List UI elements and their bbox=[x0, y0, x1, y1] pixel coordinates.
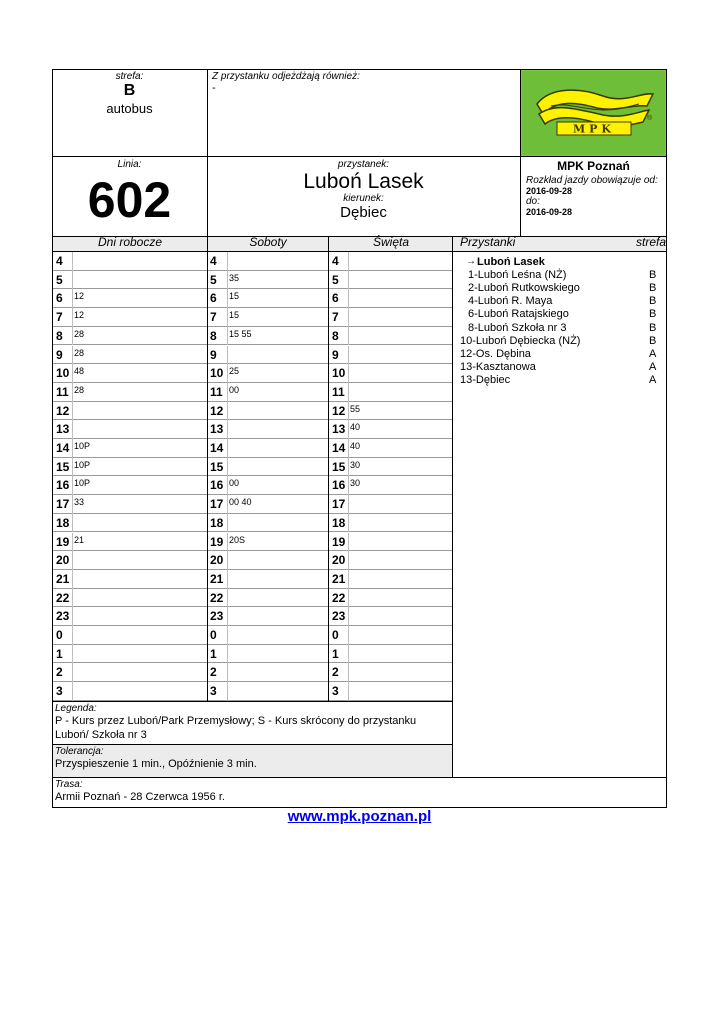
legend-label: Legenda: bbox=[55, 703, 97, 714]
hour-cell: 0 bbox=[332, 628, 339, 642]
hour-cell: 1 bbox=[210, 646, 217, 661]
divider bbox=[227, 439, 228, 458]
divider bbox=[227, 495, 228, 514]
stop-zone: B bbox=[649, 334, 657, 347]
divider bbox=[227, 476, 228, 495]
hour-cell: 2 bbox=[332, 665, 339, 680]
header-saturdays: Soboty bbox=[249, 235, 287, 249]
divider bbox=[72, 495, 73, 514]
hour-cell: 13 bbox=[210, 422, 224, 437]
hour-cell: 6 bbox=[332, 291, 339, 306]
mpk-logo-icon bbox=[521, 70, 666, 156]
minutes-cell: 00 40 bbox=[229, 497, 252, 508]
table-row bbox=[53, 663, 207, 682]
stop-cell bbox=[207, 159, 520, 222]
operator-name: MPK Poznań bbox=[557, 159, 630, 173]
divider bbox=[52, 701, 452, 702]
table-row bbox=[53, 682, 207, 701]
divider bbox=[227, 514, 228, 533]
divider bbox=[227, 289, 228, 308]
stop-zone: B bbox=[649, 295, 657, 308]
table-row bbox=[208, 589, 328, 608]
minutes-cell: 12 bbox=[74, 291, 85, 302]
divider bbox=[72, 308, 73, 327]
minutes-cell: 10P bbox=[74, 459, 91, 470]
minutes-cell: 40 bbox=[350, 441, 361, 451]
hour-cell: 7 bbox=[56, 310, 63, 325]
valid-to-label: do: bbox=[526, 196, 540, 207]
also-departing-value: - bbox=[212, 82, 216, 94]
table-row bbox=[53, 289, 207, 308]
minutes-cell: 25 bbox=[229, 366, 240, 377]
table-row bbox=[208, 383, 328, 402]
divider bbox=[72, 551, 73, 570]
divider bbox=[227, 420, 228, 439]
divider bbox=[227, 533, 228, 552]
table-row bbox=[53, 420, 207, 439]
minutes-cell: 35 bbox=[229, 272, 240, 283]
table-row bbox=[208, 458, 328, 477]
divider bbox=[72, 439, 73, 458]
divider bbox=[72, 383, 73, 402]
divider bbox=[348, 663, 349, 682]
divider bbox=[227, 252, 228, 271]
divider bbox=[452, 236, 453, 777]
table-row bbox=[53, 570, 207, 589]
line-number: 602 bbox=[87, 172, 172, 228]
zone-cell bbox=[52, 71, 207, 116]
website-link[interactable]: www.mpk.poznan.pl bbox=[287, 808, 432, 825]
stop-name: 10-Luboń Dębiecka (NŻ) bbox=[460, 334, 581, 347]
stop-zone: B bbox=[649, 282, 657, 295]
table-row bbox=[53, 346, 207, 365]
table-row bbox=[208, 570, 328, 589]
valid-to-date: 2016-09-28 bbox=[526, 207, 573, 217]
divider bbox=[227, 607, 228, 626]
hour-cell: 17 bbox=[332, 497, 346, 512]
table-row bbox=[208, 346, 328, 365]
divider bbox=[348, 252, 349, 271]
divider bbox=[72, 252, 73, 271]
hour-cell: 3 bbox=[332, 684, 339, 699]
hour-cell: 8 bbox=[332, 328, 339, 343]
hour-cell: 21 bbox=[56, 571, 70, 586]
divider bbox=[72, 420, 73, 439]
tolerance-content bbox=[55, 746, 450, 771]
route-cell bbox=[55, 779, 655, 804]
divider bbox=[72, 533, 73, 552]
table-row bbox=[208, 364, 328, 383]
table-row bbox=[53, 589, 207, 608]
hour-cell: 19 bbox=[210, 534, 224, 549]
divider bbox=[348, 607, 349, 626]
hour-cell: 12 bbox=[332, 403, 346, 418]
hour-cell: 13 bbox=[332, 422, 346, 437]
table-row bbox=[53, 645, 207, 664]
zone-label: strefa: bbox=[115, 71, 144, 82]
legend-cell bbox=[55, 703, 450, 742]
hour-cell: 22 bbox=[56, 590, 70, 605]
hour-cell: 1 bbox=[332, 646, 339, 661]
divider bbox=[348, 570, 349, 589]
hour-cell: 23 bbox=[210, 609, 224, 624]
hour-cell: 20 bbox=[210, 553, 224, 568]
divider bbox=[52, 777, 667, 778]
mpk-logo bbox=[521, 70, 666, 156]
table-row bbox=[53, 308, 207, 327]
divider bbox=[348, 402, 349, 421]
table-row bbox=[53, 626, 207, 645]
header-zone: strefa bbox=[636, 235, 667, 249]
divider bbox=[72, 589, 73, 608]
divider bbox=[227, 402, 228, 421]
minutes-cell: 00 bbox=[229, 384, 240, 395]
hour-cell: 12 bbox=[56, 403, 70, 418]
hour-cell: 4 bbox=[56, 254, 63, 268]
divider bbox=[227, 364, 228, 383]
divider bbox=[72, 645, 73, 664]
stop-name: 6-Luboń Ratajskiego bbox=[468, 308, 569, 321]
hour-cell: 16 bbox=[56, 478, 70, 493]
hour-cell: 14 bbox=[332, 441, 346, 455]
stop-label: przystanek: bbox=[337, 159, 390, 170]
hour-cell: 12 bbox=[210, 403, 224, 418]
hour-cell: 9 bbox=[210, 347, 217, 362]
hour-cell: 3 bbox=[56, 684, 63, 699]
table-row bbox=[208, 551, 328, 570]
header-weekdays: Dni robocze bbox=[97, 235, 163, 249]
divider bbox=[72, 663, 73, 682]
hour-cell: 20 bbox=[56, 553, 70, 568]
hour-cell: 13 bbox=[56, 422, 70, 437]
divider bbox=[348, 682, 349, 701]
table-row bbox=[53, 551, 207, 570]
hour-cell: 18 bbox=[56, 515, 70, 530]
hour-cell: 10 bbox=[210, 366, 224, 381]
stop-zone: A bbox=[649, 360, 657, 373]
minutes-cell: 48 bbox=[74, 366, 85, 377]
hour-cell: 23 bbox=[332, 609, 346, 624]
table-row bbox=[53, 402, 207, 421]
divider bbox=[72, 458, 73, 477]
divider bbox=[227, 327, 228, 346]
divider bbox=[227, 458, 228, 477]
hour-cell: 5 bbox=[210, 272, 217, 287]
hour-cell: 1 bbox=[56, 646, 63, 661]
hour-cell: 0 bbox=[210, 628, 217, 642]
table-row bbox=[53, 495, 207, 514]
table-row bbox=[53, 607, 207, 626]
hour-cell: 18 bbox=[332, 515, 346, 530]
hour-cell: 15 bbox=[332, 459, 346, 474]
divider bbox=[227, 383, 228, 402]
divider bbox=[348, 420, 349, 439]
stop-name: Luboń Lasek bbox=[303, 170, 424, 193]
route-text: Armii Poznań - 28 Czerwca 1956 r. bbox=[55, 791, 225, 803]
logo-mark: ® bbox=[647, 115, 653, 122]
minutes-cell: 21 bbox=[74, 534, 85, 545]
divider bbox=[72, 271, 73, 290]
table-row bbox=[208, 533, 328, 552]
stop-zone: B bbox=[649, 269, 657, 282]
divider bbox=[348, 476, 349, 495]
minutes-cell: 15 bbox=[229, 310, 240, 321]
stop-zone: B bbox=[649, 321, 657, 334]
hour-cell: 10 bbox=[56, 366, 70, 381]
direction-label: kierunek: bbox=[343, 193, 384, 204]
divider bbox=[348, 327, 349, 346]
divider bbox=[348, 458, 349, 477]
table-row bbox=[208, 402, 328, 421]
divider bbox=[348, 495, 349, 514]
divider bbox=[72, 289, 73, 308]
minutes-cell: 28 bbox=[74, 384, 85, 395]
hour-cell: 21 bbox=[332, 571, 346, 586]
divider bbox=[72, 476, 73, 495]
minutes-cell: 30 bbox=[350, 459, 361, 470]
stop-name: 13-Dębiec bbox=[460, 373, 511, 386]
hour-cell: 14 bbox=[56, 441, 70, 455]
hour-cell: 17 bbox=[210, 497, 224, 512]
vehicle-type: autobus bbox=[106, 101, 153, 116]
table-row bbox=[53, 252, 207, 271]
tolerance-text: Przyspieszenie 1 min., Opóźnienie 3 min. bbox=[55, 758, 257, 770]
minutes-cell: 40 bbox=[350, 422, 361, 433]
hour-cell: 10 bbox=[332, 366, 346, 381]
hour-cell: 19 bbox=[332, 534, 346, 549]
table-row bbox=[208, 663, 328, 682]
minutes-cell: 28 bbox=[74, 347, 85, 358]
hour-cell: 11 bbox=[332, 384, 345, 399]
divider bbox=[348, 289, 349, 308]
table-row bbox=[208, 252, 328, 271]
hour-cell: 20 bbox=[332, 553, 346, 568]
hour-cell: 4 bbox=[332, 254, 339, 268]
hour-cell: 2 bbox=[210, 665, 217, 680]
hour-cell: 17 bbox=[56, 497, 70, 512]
hour-cell: 8 bbox=[56, 328, 63, 343]
divider bbox=[72, 364, 73, 383]
hour-cell: 18 bbox=[210, 515, 224, 530]
minutes-cell: 10P bbox=[74, 441, 91, 451]
valid-from-label: Rozkład jazdy obowiązuje od: bbox=[526, 175, 658, 186]
table-row bbox=[208, 271, 328, 290]
hour-cell: 6 bbox=[56, 291, 63, 306]
table-row bbox=[208, 476, 328, 495]
zone-value: B bbox=[123, 82, 136, 99]
divider bbox=[52, 156, 667, 157]
table-row bbox=[53, 476, 207, 495]
divider bbox=[72, 402, 73, 421]
line-label: Linia: bbox=[117, 159, 142, 170]
operator-cell bbox=[520, 159, 667, 217]
divider bbox=[348, 383, 349, 402]
divider bbox=[348, 514, 349, 533]
divider bbox=[348, 271, 349, 290]
divider bbox=[227, 346, 228, 365]
minutes-cell: 28 bbox=[74, 328, 85, 339]
divider bbox=[72, 346, 73, 365]
hour-cell: 11 bbox=[210, 384, 223, 399]
hour-cell: 21 bbox=[210, 571, 224, 586]
stop-name: 12-Os. Dębina bbox=[460, 347, 531, 360]
table-row bbox=[53, 327, 207, 346]
table-row bbox=[208, 289, 328, 308]
legend-text: P - Kurs przez Luboń/Park Przemysłowy; S - Kurs skrócony do przystanku Luboń/ Szkoła nr 3 bbox=[55, 715, 417, 741]
hour-cell: 23 bbox=[56, 609, 70, 624]
minutes-cell: 10P bbox=[74, 478, 91, 489]
stop-name: 1-Luboń Leśna (NŻ) bbox=[468, 269, 567, 282]
hour-cell: 2 bbox=[56, 665, 63, 680]
divider bbox=[72, 570, 73, 589]
also-departing-label: Z przystanku odjeżdżają również: bbox=[212, 71, 360, 82]
hour-cell: 6 bbox=[210, 291, 217, 306]
hour-cell: 16 bbox=[210, 478, 224, 493]
divider bbox=[348, 589, 349, 608]
minutes-cell: 55 bbox=[350, 403, 361, 414]
route-label: Trasa: bbox=[55, 779, 83, 790]
table-row bbox=[53, 439, 207, 458]
table-row bbox=[53, 533, 207, 552]
hour-cell: 9 bbox=[56, 347, 63, 362]
hour-cell: 9 bbox=[332, 347, 339, 362]
stop-name: 8-Luboń Szkoła nr 3 bbox=[468, 321, 567, 334]
divider bbox=[348, 645, 349, 664]
hour-cell: 8 bbox=[210, 328, 217, 343]
divider bbox=[348, 551, 349, 570]
minutes-cell: 15 55 bbox=[229, 328, 252, 339]
table-row bbox=[208, 607, 328, 626]
tolerance-label: Tolerancja: bbox=[55, 746, 104, 757]
hour-cell: 7 bbox=[210, 310, 217, 325]
divider bbox=[348, 364, 349, 383]
current-stop-arrow-icon: → bbox=[466, 256, 476, 267]
divider bbox=[348, 533, 349, 552]
table-row bbox=[208, 327, 328, 346]
divider bbox=[72, 682, 73, 701]
hour-cell: 5 bbox=[56, 272, 63, 287]
hour-cell: 7 bbox=[332, 310, 339, 325]
divider bbox=[227, 626, 228, 645]
table-row bbox=[53, 458, 207, 477]
hour-cell: 0 bbox=[56, 628, 63, 642]
minutes-cell: 20S bbox=[229, 534, 246, 545]
logo-text: MPK bbox=[572, 122, 616, 136]
table-row bbox=[53, 514, 207, 533]
hour-cell: 11 bbox=[56, 384, 69, 399]
valid-from-date: 2016-09-28 bbox=[526, 186, 573, 196]
hour-cell: 22 bbox=[332, 590, 346, 605]
hour-cell: 14 bbox=[210, 441, 224, 455]
minutes-cell: 15 bbox=[229, 291, 240, 302]
table-row bbox=[208, 308, 328, 327]
minutes-cell: 33 bbox=[74, 497, 85, 508]
minutes-cell: 30 bbox=[350, 478, 361, 489]
divider bbox=[227, 308, 228, 327]
hour-cell: 15 bbox=[56, 459, 70, 474]
table-row bbox=[208, 420, 328, 439]
divider bbox=[227, 589, 228, 608]
divider bbox=[72, 327, 73, 346]
divider bbox=[227, 645, 228, 664]
divider bbox=[227, 271, 228, 290]
divider bbox=[227, 663, 228, 682]
minutes-cell: 00 bbox=[229, 478, 240, 489]
stop-zone: A bbox=[649, 373, 657, 386]
divider bbox=[348, 308, 349, 327]
hour-cell: 5 bbox=[332, 272, 339, 287]
table-row bbox=[208, 514, 328, 533]
stop-name: Luboń Lasek bbox=[477, 256, 545, 268]
table-row bbox=[53, 364, 207, 383]
divider bbox=[227, 570, 228, 589]
line-cell bbox=[52, 159, 207, 226]
divider bbox=[72, 626, 73, 645]
header-stops: Przystanki bbox=[460, 235, 516, 249]
divider bbox=[348, 346, 349, 365]
table-row bbox=[208, 495, 328, 514]
direction-name: Dębiec bbox=[340, 204, 387, 221]
also-departing-cell bbox=[212, 71, 512, 94]
table-row bbox=[208, 645, 328, 664]
table-row bbox=[208, 682, 328, 701]
divider bbox=[72, 607, 73, 626]
stop-zone: A bbox=[649, 347, 657, 360]
divider bbox=[348, 439, 349, 458]
stop-zone: B bbox=[649, 308, 657, 321]
divider bbox=[227, 551, 228, 570]
hour-cell: 16 bbox=[332, 478, 346, 493]
table-row bbox=[208, 439, 328, 458]
hour-cell: 3 bbox=[210, 684, 217, 699]
header-holidays: Święta bbox=[372, 235, 410, 249]
divider bbox=[227, 682, 228, 701]
table-row bbox=[208, 626, 328, 645]
minutes-cell: 12 bbox=[74, 310, 85, 321]
table-row bbox=[53, 271, 207, 290]
divider bbox=[348, 626, 349, 645]
stop-name: 13-Kasztanowa bbox=[460, 360, 536, 373]
hour-cell: 19 bbox=[56, 534, 70, 549]
divider bbox=[72, 514, 73, 533]
hour-cell: 4 bbox=[210, 254, 217, 268]
hour-cell: 22 bbox=[210, 590, 224, 605]
stop-name: 4-Luboń R. Maya bbox=[468, 295, 553, 308]
stop-name: 2-Luboń Rutkowskiego bbox=[468, 282, 580, 295]
table-row bbox=[53, 383, 207, 402]
hour-cell: 15 bbox=[210, 459, 224, 474]
